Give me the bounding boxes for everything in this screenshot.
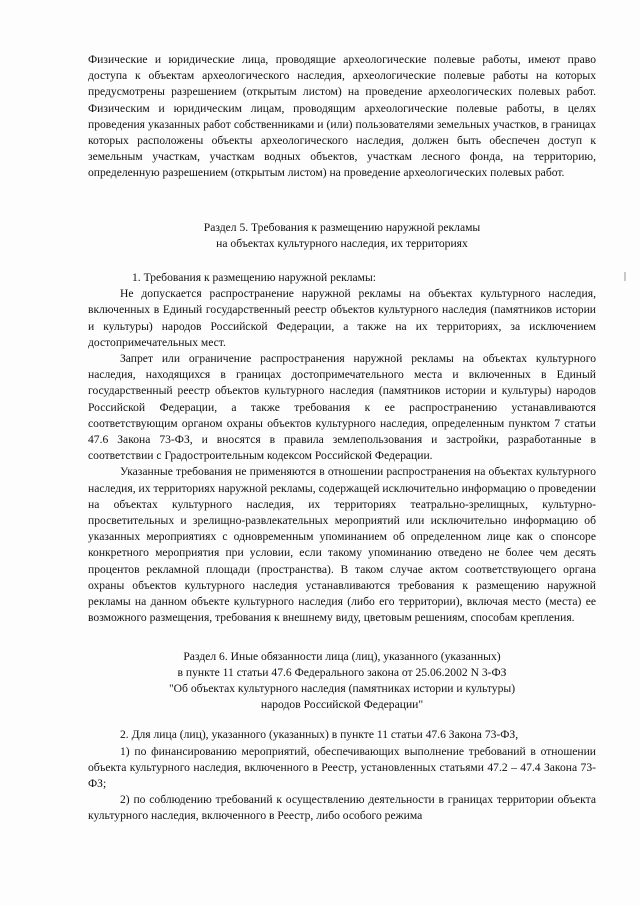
section5-paragraph: Не допускается распространение наружной рекламы на объектах культурного наследия, включенных в Единый государственный реестр объектов культурного наследия (памятников истории и культуры) народов Российской Федерации, а также на их территориях, за исключением достопримечательных мест. (88, 287, 596, 349)
section5-paragraph: Указанные требования не применяются в отношении распространения на объектах культурного наследия, их территориях наружной рекламы, содержащей исключительно информацию о проведении на объектах культурного наследия, их территориях театрально-зрелищных, культурно-просветительных и зрелищно-развлекательных мероприятий или исключительно информацию об указанных мероприятиях с одновременным упоминанием об определенном лице как о спонсоре конкретного мероприятия при условии, если такому упоминанию отведено не более чем десять процентов рекламной площади (пространства). В таком случае актом соответствующего органа охраны объектов культурного наследия устанавливаются требования к размещению наружной рекламы на данном объекте культурного наследия (либо его территории), включая место (места) ее возможного размещения, требования к внешнему виду, цветовым решениям, способам крепления. (88, 465, 596, 625)
section6-item2-heading: 2. Для лица (лиц), указанного (указанных) в пункте 11 статьи 47.6 Закона 73-ФЗ, (120, 728, 519, 742)
section5-title-line-1: Раздел 5. Требования к размещению наружной рекламы (203, 220, 481, 234)
section6-paragraph: 1) по финансированию мероприятий, обеспечивающих выполнение требований в отношении объекта культурного наследия, включенного в Реестр, установленных статьями 47.2 – 47.4 Закона 73-ФЗ; (88, 744, 596, 790)
document-body (88, 52, 596, 825)
section5-title-line-2: на объектах культурного наследия, их территориях (216, 236, 468, 250)
section5-item1-heading: 1. Требования к размещению наружной рекламы: (132, 271, 377, 285)
section6-paragraph: 2) по соблюдению требований к осуществлению деятельности в границах территории объекта культурного наследия, включенного в Реестр, либо особого режима (88, 793, 596, 823)
section6-title-line-3: "Об объектах культурного наследия (памятниках истории и культуры) (168, 681, 516, 695)
section6-title-line-4: народов Российской Федерации" (260, 698, 424, 712)
section6-title-line-1: Раздел 6. Иные обязанности лица (лиц), указанного (указанных) (183, 649, 501, 663)
margin-mark (624, 272, 626, 281)
intro-paragraph: Физические и юридические лица, проводящие археологические полевые работы, имеют право доступа к объектам археологического наследия, археологические полевые работы на которых предусмотрены разрешением (открытым листом) на проведение археологических полевых работ. Физическим и юридическим лицам, проводящим археологические полевые работы, в целях проведения указанных работ собственниками и (или) пользователями земельных участков, в границах которых расположены объекты археологического наследия, должен быть обеспечен доступ к земельным участкам, участкам водных объектов, участкам лесного фонда, на территорию, определенную разрешением (открытым листом) на проведение археологических полевых работ. (88, 53, 596, 180)
section5-paragraph: Запрет или ограничение распространения наружной рекламы на объектах культурного наследия, находящихся в границах достопримечательного места и включенных в Единый государственный реестр объектов культурного наследия (памятников истории и культуры) народов Российской Федерации, а также требования к ее распространению устанавливаются соответствующим органом охраны объектов культурного наследия, определенным пунктом 7 статьи 47.6 Закона 73-ФЗ, и вносятся в правила землепользования и застройки, разработанные в соответствии с Градостроительным кодексом Российской Федерации. (88, 352, 596, 463)
section6-title-line-2: в пункте 11 статьи 47.6 Федерального закона от 25.06.2002 N 3-ФЗ (177, 665, 507, 679)
